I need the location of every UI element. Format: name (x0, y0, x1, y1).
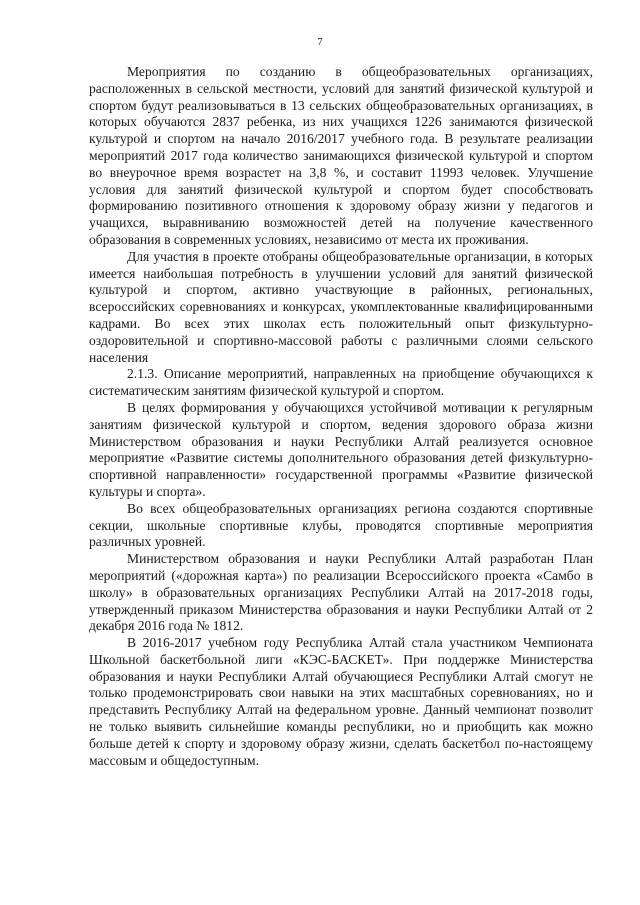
paragraph-rural-schools-measures: Мероприятия по созданию в общеобразовательных организациях, расположенных в сельской местности, условий для занятий физической культурой и спортом будут реализовываться в 13 сельских общеобразовательных организациях, в которых обучаются 2837 ребенка, из них учащихся 1226 занимаются физической культурой и спортом на начало 2016/2017 учебного года. В результате реализации мероприятий 2017 года количество занимающихся физической культурой и спортом во внеурочное время возрастет на 3,8 %, и составит 11993 человек. Улучшение условия для занятий физической культурой и спортом будет способствовать формированию позитивного отношения к здоровому образу жизни у педагогов и учащихся, выравниванию возможностей детей на получение качественного образования в современных условиях, независимо от места их проживания. (89, 64, 593, 247)
section-heading-2-1-3: 2.1.3. Описание мероприятий, направленных на приобщение обучающихся к систематическим занятиям физической культурой и спортом. (89, 366, 593, 399)
document-body (89, 64, 593, 769)
paragraph-sports-sections: Во всех общеобразовательных организациях региона создаются спортивные секции, школьные спортивные клубы, проводятся спортивные мероприятия различных уровней. (89, 500, 593, 550)
page-number: 7 (317, 36, 323, 48)
paragraph-basketball-league: В 2016-2017 учебном году Республика Алтай стала участником Чемпионата Школьной баскетбольной лиги «КЭС-БАСКЕТ». При поддержке Министерства образования и науки Республики Алтай обучающиеся Республики Алтай смогут не только продемонстрировать свои навыки на этих масштабных соревнованиях, но и представить Республику Алтай на федеральном уровне. Данный чемпионат позволит не только выявить сильнейшие команды республики, но и приобщить как можно больше детей к спорту и здоровому образу жизни, сделать баскетбол по-настоящему массовым и общедоступным. (89, 635, 593, 768)
paragraph-sambo-roadmap: Министерством образования и науки Республики Алтай разработан План мероприятий («дорожная карта») по реализации Всероссийского проекта «Самбо в школу» в образовательных организациях Республики Алтай на 2017-2018 годы, утвержденный приказом Министерства образования и науки Республики Алтай от 2 декабря 2016 года № 1812. (89, 551, 593, 634)
paragraph-project-participants: Для участия в проекте отобраны общеобразовательные организации, в которых имеется наибольшая потребность в улучшении условий для занятий физической культурой и спортом, активно участвующие в районных, региональных, всероссийских соревнованиях и конкурсах, укомплектованные квалифицированными кадрами. Во всех этих школах есть положительный опыт физкультурно-оздоровительной и спортивно-массовой работы с различными слоями сельского населения (89, 248, 593, 365)
paragraph-motivation-measures: В целях формирования у обучающихся устойчивой мотивации к регулярным занятиям физической культурой и спортом, ведения здорового образа жизни Министерством образования и науки Республики Алтай реализуется основное мероприятие «Развитие системы дополнительного образования детей физкультурно-спортивной направленности» государственной программы «Развитие физической культуры и спорта». (89, 399, 593, 499)
